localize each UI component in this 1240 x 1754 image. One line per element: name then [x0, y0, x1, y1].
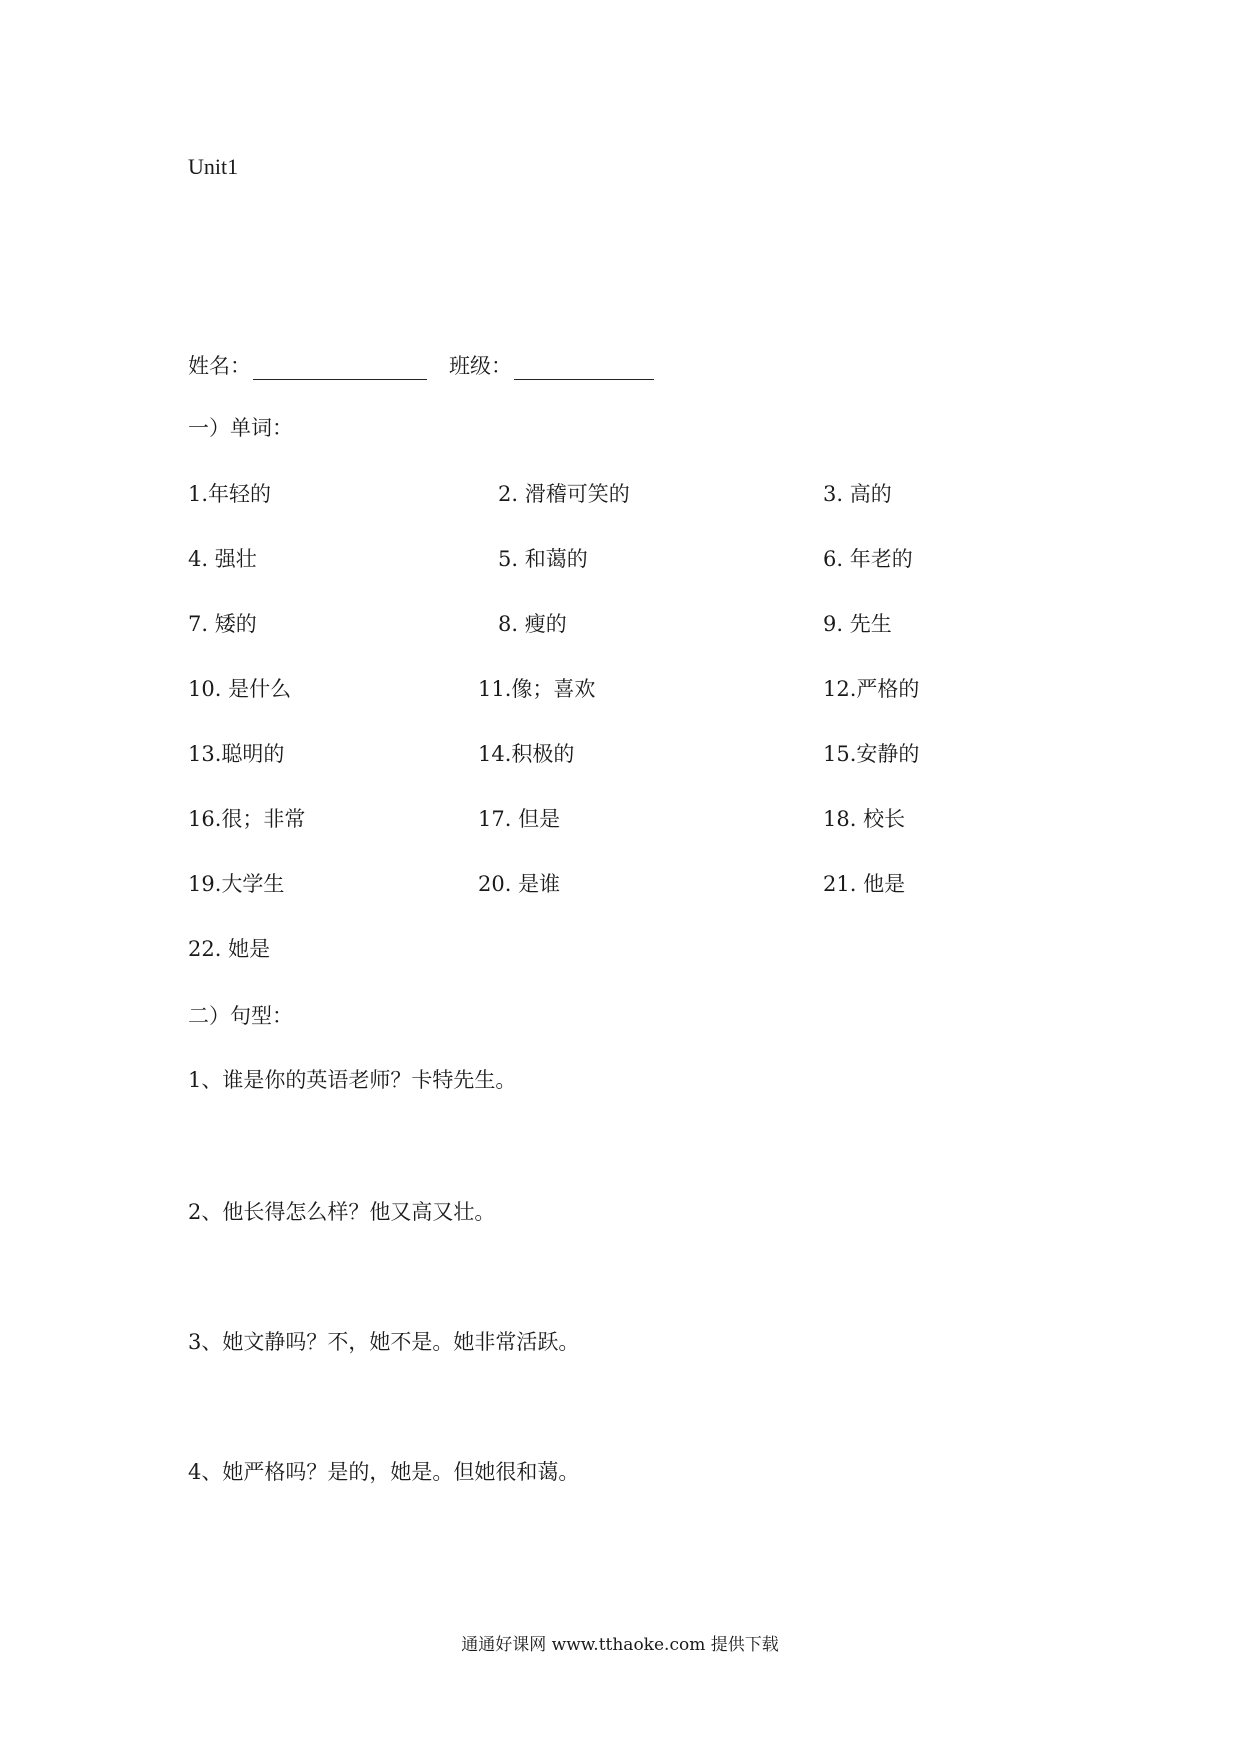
vocab-item: 17. 但是 — [478, 807, 561, 831]
vocab-item: 22. 她是 — [188, 937, 271, 961]
vocab-list — [188, 478, 948, 998]
vocab-item: 20. 是谁 — [478, 872, 561, 896]
vocab-item: 15.安静的 — [823, 742, 920, 766]
vocab-item: 18. 校长 — [823, 807, 906, 831]
vocab-item: 9. 先生 — [823, 612, 892, 636]
vocab-item: 10. 是什么 — [188, 677, 292, 701]
vocab-item: 7. 矮的 — [188, 612, 257, 636]
sentence-item: 3、她文静吗？不，她不是。她非常活跃。 — [188, 1330, 580, 1354]
vocab-item: 13.聪明的 — [188, 742, 285, 766]
vocab-item: 11.像；喜欢 — [478, 677, 596, 701]
vocab-item: 5. 和蔼的 — [498, 547, 588, 571]
vocab-item: 16.很；非常 — [188, 807, 306, 831]
sentence-item: 1、谁是你的英语老师？卡特先生。 — [188, 1068, 517, 1092]
vocab-item: 8. 瘦的 — [498, 612, 567, 636]
sentence-item: 4、她严格吗？是的，她是。但她很和蔼。 — [188, 1460, 580, 1484]
vocab-item: 3. 高的 — [823, 482, 892, 506]
name-blank[interactable] — [253, 359, 427, 380]
section-vocab-heading: 一）单词： — [188, 416, 293, 440]
vocab-item: 6. 年老的 — [823, 547, 913, 571]
vocab-item: 21. 他是 — [823, 872, 906, 896]
page-title: Unit1 — [188, 154, 239, 179]
vocab-item: 4. 强壮 — [188, 547, 257, 571]
vocab-item: 12.严格的 — [823, 677, 920, 701]
section-sentences-heading: 二）句型： — [188, 1004, 293, 1028]
vocab-item: 19.大学生 — [188, 872, 285, 896]
student-info-row — [188, 350, 654, 380]
vocab-item: 2. 滑稽可笑的 — [498, 482, 630, 506]
vocab-item: 1.年轻的 — [188, 482, 272, 506]
class-blank[interactable] — [514, 359, 654, 380]
name-label: 姓名： — [188, 354, 251, 378]
class-label: 班级： — [449, 354, 512, 378]
sentence-item: 2、他长得怎么样？他又高又壮。 — [188, 1200, 496, 1224]
page-footer: 通通好课网 www.tthaoke.com 提供下载 — [461, 1635, 779, 1655]
vocab-item: 14.积极的 — [478, 742, 575, 766]
